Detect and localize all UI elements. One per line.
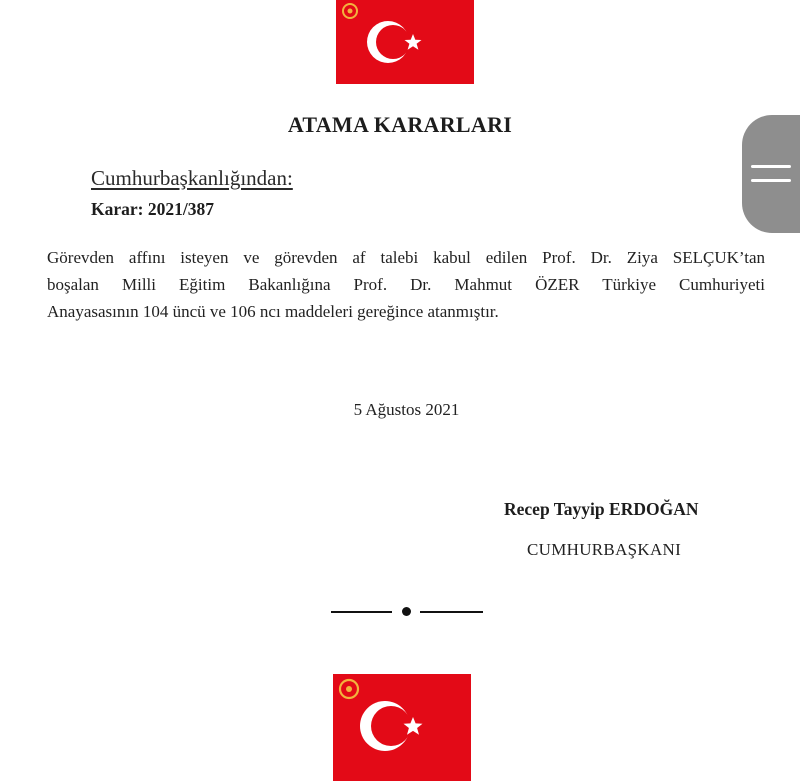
decision-number: Karar: 2021/387 [91,199,214,219]
divider-left-line [331,611,392,613]
body-line-1: Görevden affını isteyen ve görevden af talebi kabul edilen Prof. Dr. Ziya SELÇUK’tan [47,248,765,267]
page-title: ATAMA KARARLARI [287,112,513,137]
divider-right-line [420,611,483,613]
menu-handle[interactable] [742,115,800,233]
body-line-2: boşalan Milli Eğitim Bakanlığına Prof. Dr. Mahmut ÖZER Türkiye Cumhuriyeti [47,275,765,294]
flag-graphic [333,674,471,781]
signer-name: Recep Tayyip ERDOĞAN [504,499,699,519]
flag-graphic [336,0,474,84]
issuer-heading: Cumhurbaşkanlığından: [91,166,293,190]
signer-title: CUMHURBAŞKANI [527,540,682,559]
divider-dot [402,607,411,616]
decision-body [47,244,765,325]
decision-date: 5 Ağustos 2021 [353,400,460,419]
top-turkish-flag-icon [336,0,474,84]
body-line-3: Anayasasının 104 üncü ve 106 ncı maddeleri gereğince atanmıştır. [47,302,499,321]
bottom-turkish-flag-icon [333,674,471,781]
